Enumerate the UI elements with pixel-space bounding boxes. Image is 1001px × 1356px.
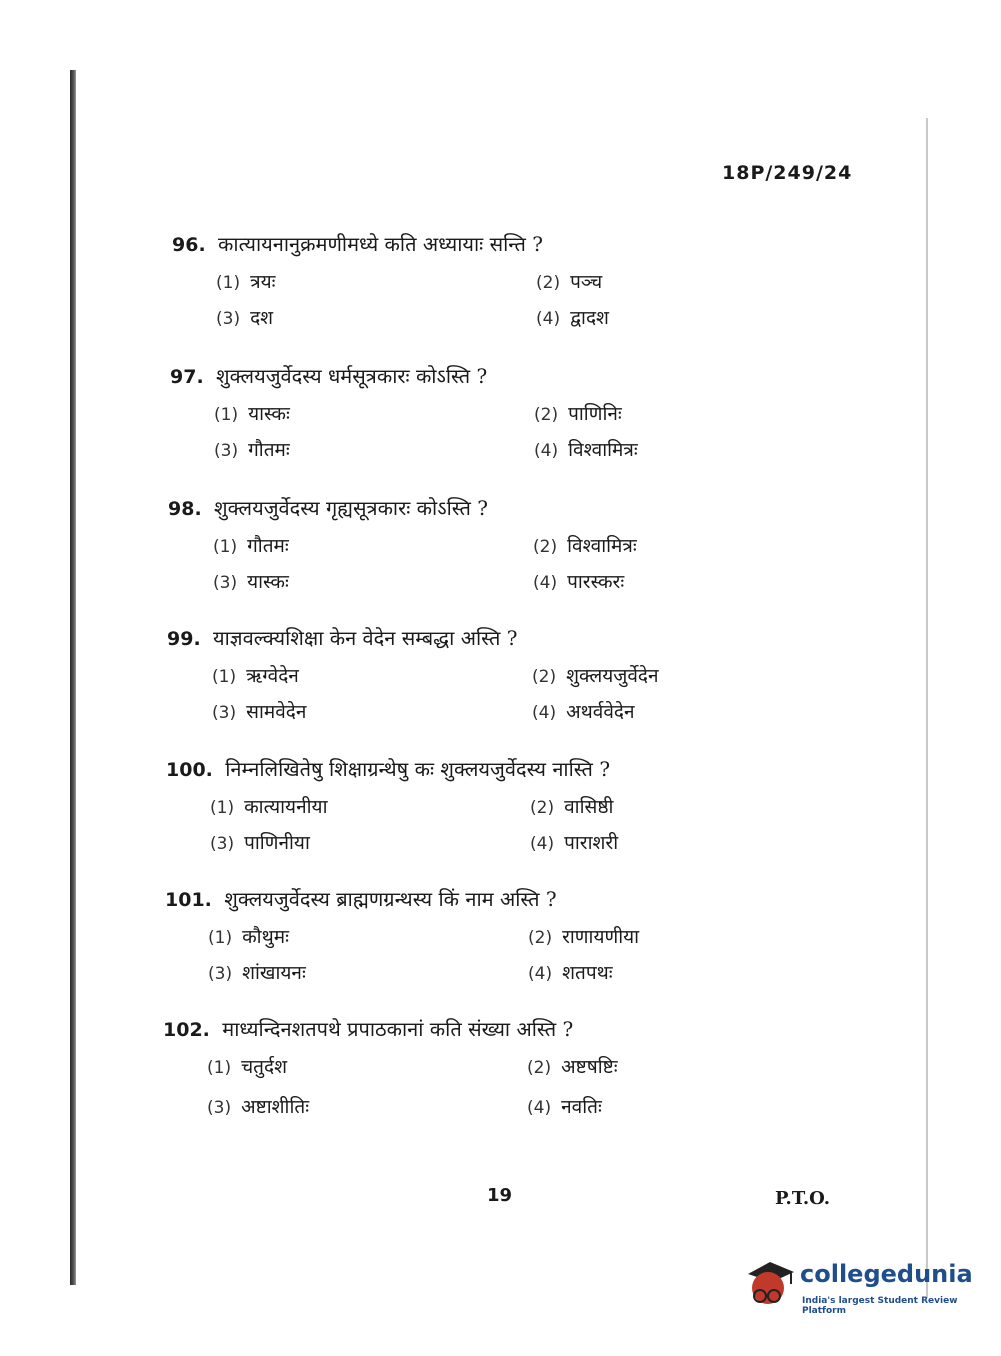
question-text: शुक्लयजुर्वेदस्य गृह्यसूत्रकारः कोऽस्ति ?: [214, 496, 489, 520]
question-96: [0, 230, 1001, 360]
question-text-line: [163, 1015, 573, 1042]
brand-name: collegedunia: [800, 1260, 973, 1288]
brand-tagline: India's largest Student Review Platform: [802, 1296, 958, 1316]
question-number: 102.: [163, 1019, 210, 1041]
question-text: माध्यन्दिनशतपथे प्रपाठकानां कति संख्या अस्ति ?: [222, 1017, 574, 1041]
option-2: (2) पञ्च: [536, 271, 603, 293]
option-4: (4) नवतिः: [527, 1096, 602, 1118]
question-text-line: [170, 362, 487, 389]
question-99: [0, 624, 1001, 754]
option-4: (4) अथर्ववेदेन: [532, 701, 635, 723]
paper-code: 18P/249/24: [722, 162, 853, 184]
question-number: 96.: [172, 234, 206, 256]
question-97: [0, 362, 1001, 492]
question-text-line: [167, 624, 517, 651]
option-3: (3) सामवेदेन: [212, 701, 307, 723]
question-text: निम्नलिखितेषु शिक्षाग्रन्थेषु कः शुक्लयजुर्वेदस्य नास्ति ?: [225, 757, 611, 781]
option-1: (1) गौतमः: [213, 535, 289, 557]
question-number: 98.: [168, 498, 202, 520]
question-text: याज्ञवल्क्यशिक्षा केन वेदेन सम्बद्धा अस्ति ?: [213, 626, 518, 650]
option-4: (4) विश्वामित्रः: [534, 439, 638, 461]
question-98: [0, 494, 1001, 624]
pto-label: P.T.O.: [775, 1188, 831, 1209]
option-4: (4) पाराशरी: [530, 832, 619, 854]
option-2: (2) अष्टषष्टिः: [527, 1056, 618, 1078]
option-3: (3) शांखायनः: [208, 962, 306, 984]
question-text: शुक्लयजुर्वेदस्य धर्मसूत्रकारः कोऽस्ति ?: [216, 364, 488, 388]
option-1: (1) चतुर्दश: [207, 1056, 287, 1078]
question-text-line: [165, 885, 557, 912]
page-number: 19: [487, 1185, 513, 1206]
question-102: [0, 1015, 1001, 1145]
question-text: कात्यायनानुक्रमणीमध्ये कति अध्यायाः सन्ति ?: [218, 232, 543, 256]
collegedunia-watermark: [742, 1252, 972, 1314]
question-number: 97.: [170, 366, 204, 388]
option-2: (2) विश्वामित्रः: [533, 535, 637, 557]
option-3: (3) दश: [216, 307, 274, 329]
question-text-line: [168, 494, 488, 521]
question-text: शुक्लयजुर्वेदस्य ब्राह्मणग्रन्थस्य किं नाम अस्ति ?: [224, 887, 557, 911]
option-3: (3) पाणिनीया: [210, 832, 310, 854]
question-100: [0, 755, 1001, 885]
option-4: (4) द्वादश: [536, 307, 609, 329]
question-101: [0, 885, 1001, 1015]
option-1: (1) कौथुमः: [208, 926, 289, 948]
question-text-line: [172, 230, 543, 257]
option-1: (1) यास्कः: [214, 403, 290, 425]
option-4: (4) शतपथः: [528, 962, 613, 984]
question-number: 99.: [167, 628, 201, 650]
option-3: (3) यास्कः: [213, 571, 289, 593]
option-2: (2) राणायणीया: [528, 926, 640, 948]
option-1: (1) त्रयः: [216, 271, 276, 293]
option-1: (1) ऋग्वेदेन: [212, 665, 299, 687]
option-4: (4) पारस्करः: [533, 571, 625, 593]
mascot-icon: [742, 1252, 798, 1312]
option-3: (3) अष्टाशीतिः: [207, 1096, 310, 1118]
option-1: (1) कात्यायनीया: [210, 796, 328, 818]
option-2: (2) पाणिनिः: [534, 403, 622, 425]
question-number: 101.: [165, 889, 212, 911]
option-2: (2) वासिष्ठी: [530, 796, 614, 818]
option-2: (2) शुक्लयजुर्वेदेन: [532, 665, 659, 687]
question-text-line: [166, 755, 610, 782]
option-3: (3) गौतमः: [214, 439, 290, 461]
question-number: 100.: [166, 759, 213, 781]
